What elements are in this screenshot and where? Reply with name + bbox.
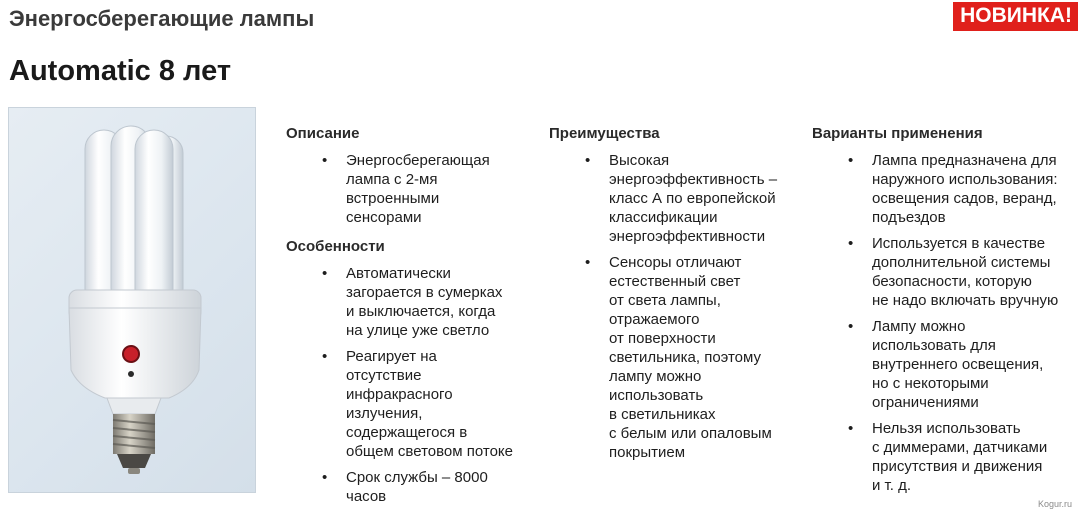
header-title: Энергосберегающие лампы <box>9 6 315 31</box>
bullet-icon: • <box>585 254 591 271</box>
features-list <box>286 264 546 506</box>
bullet-icon: • <box>848 318 854 335</box>
bullet-icon: • <box>322 265 328 282</box>
list-item: • Высокая энергоэффективность – класс А по европейской классификации энергоэффективности <box>585 152 778 245</box>
list-item: • Автоматически загорается в сумерках и выключается, когда на улице уже светло <box>322 265 503 339</box>
energy-saving-lamp-photo <box>8 107 256 493</box>
applications-list <box>812 151 1080 495</box>
advantages-list <box>549 151 811 462</box>
bullet-icon: • <box>848 152 854 169</box>
bullet-icon: • <box>585 152 591 169</box>
bullet-icon: • <box>848 420 854 437</box>
sensor-dot <box>123 346 139 362</box>
list-item: • Энергосберегающая лампа с 2-мя встроенными сенсорами <box>322 152 490 226</box>
lamp-illustration <box>9 108 256 493</box>
list-item: • Лампа предназначена для наружного использования: освещения садов, веранд, подъездов <box>848 152 1058 226</box>
bullet-icon: • <box>322 348 328 365</box>
section-heading-advantages: Преимущества <box>549 125 660 142</box>
list-item: • Срок службы – 8000 часов <box>322 469 488 505</box>
column-advantages <box>549 124 811 469</box>
bullet-icon: • <box>322 152 328 169</box>
description-list <box>286 151 546 227</box>
section-heading-applications: Варианты применения <box>812 125 983 142</box>
list-item: • Нельзя использовать с диммерами, датчиками присутствия и движения и т. д. <box>848 420 1048 494</box>
list-item: • Сенсоры отличают естественный свет от света лампы, отражаемого от поверхности светильника, поэтому лампу можно использовать в светильниках с белым или опаловым покрытием <box>585 254 772 461</box>
list-item: • Реагирует на отсутствие инфракрасного излучения, содержащегося в общем световом потоке <box>322 348 513 460</box>
column-description <box>286 124 546 513</box>
list-item: • Используется в качестве дополнительной системы безопасности, которую не надо включать вручную <box>848 235 1059 309</box>
list-item: • Лампу можно использовать для внутреннего освещения, но с некоторыми ограничениями <box>848 318 1044 411</box>
bullet-icon: • <box>322 469 328 486</box>
watermark: Kogur.ru <box>1037 499 1072 509</box>
new-badge: НОВИНКА! <box>953 2 1078 31</box>
product-title: Automatic 8 лет <box>9 55 232 87</box>
bullet-icon: • <box>848 235 854 252</box>
section-heading-description: Описание <box>286 125 360 142</box>
section-heading-features: Особенности <box>286 238 385 255</box>
column-applications <box>812 124 1080 502</box>
